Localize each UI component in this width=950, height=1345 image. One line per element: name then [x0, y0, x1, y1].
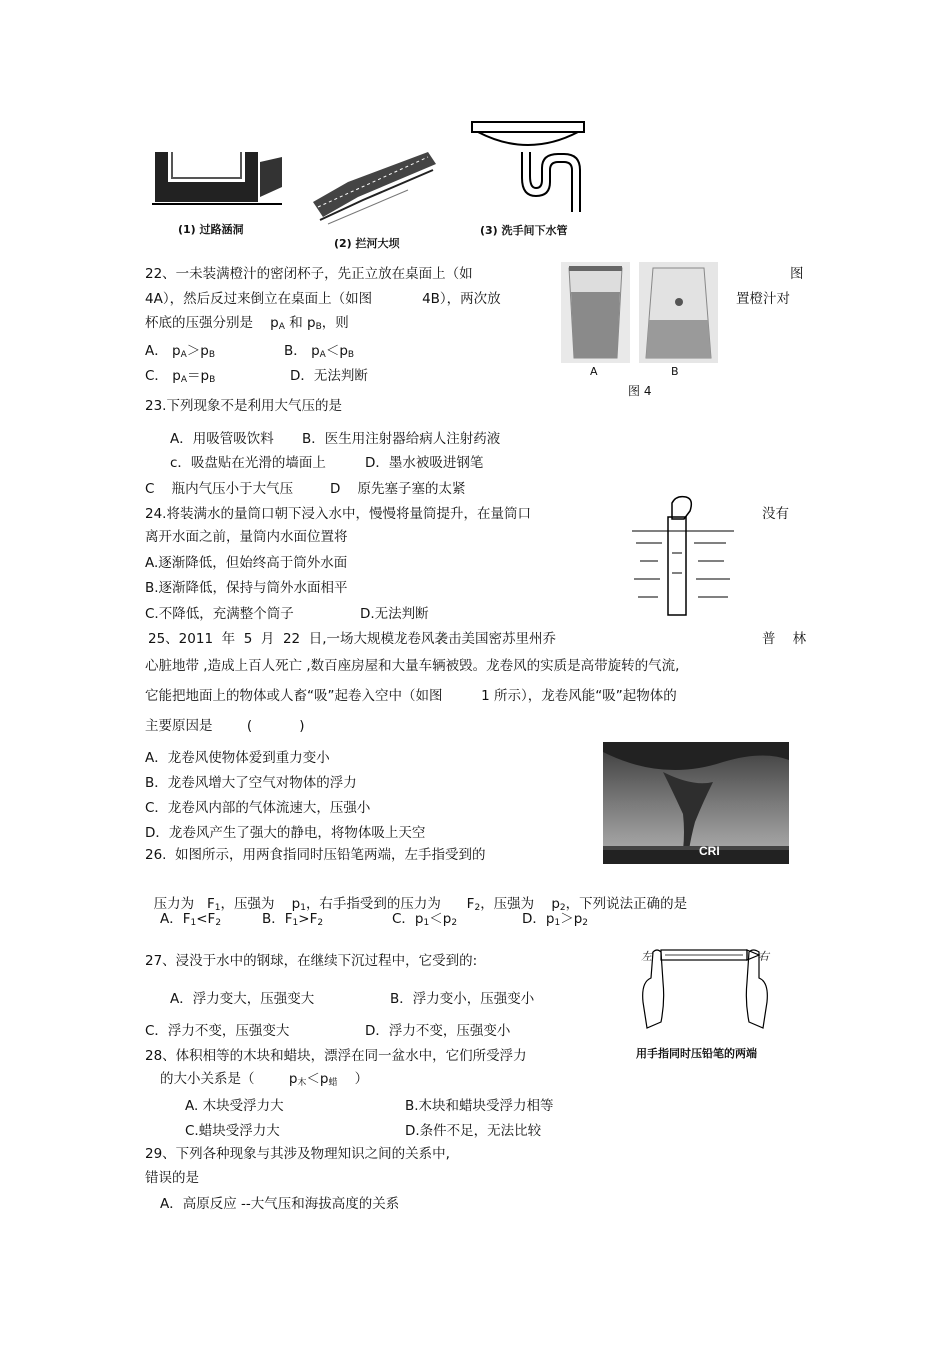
q22-line2-end: 置橙汁对 [736, 291, 790, 307]
q25-line4: 主要原因是 ( ) [145, 718, 305, 734]
q28-line1: 28、体积相等的木块和蜡块，漂浮在同一盆水中，它们所受浮力 [145, 1048, 527, 1064]
culvert-figure [150, 142, 285, 212]
q27-option-c[interactable]: C．浮力不变，压强变大 [145, 1023, 290, 1039]
q23-extra-c: C 瓶内气压小于大气压 [145, 481, 294, 497]
q26-option-a[interactable]: A．$F_1<F_2$ [160, 911, 222, 928]
q24-option-c[interactable]: C.不降低，充满整个筒子 [145, 606, 294, 622]
q27-option-a[interactable]: A．浮力变大，压强变大 [170, 991, 315, 1007]
q22-option-b[interactable]: B． $p_A<p_B$ [284, 343, 355, 360]
q29-line2: 错误的是 [145, 1170, 199, 1186]
q25-line2: 心脏地带 ,造成上百人死亡 ,数百座房屋和大量车辆被毁。龙卷风的实质是高带旋转的气流, [145, 658, 680, 674]
q23-stem: 23.下列现象不是利用大气压的是 [145, 398, 342, 414]
q26-line2: 压力为 $F_1$，压强为 $p_1$，右手指受到的压力为 $F_2$，压强为 $p_2$，下列说法正确的是 [153, 896, 688, 913]
q22-line2: 4A），然后反过来倒立在桌面上（如图 4B），两次放 [145, 291, 501, 307]
q28-option-a[interactable]: A. 木块受浮力大 [185, 1098, 284, 1114]
q24-line1-end: 没有 [762, 506, 789, 522]
q28-option-d[interactable]: D.条件不足，无法比较 [405, 1123, 542, 1139]
q22-option-d[interactable]: D．无法判断 [290, 368, 368, 384]
pencil-fingers-figure [635, 942, 775, 1042]
graduated-cylinder-figure [628, 493, 738, 618]
q25-option-c[interactable]: C．龙卷风内部的气体流速大，压强小 [145, 800, 371, 816]
q28-line2: 的大小关系是（ $p_木<p_蜡$ ） [160, 1071, 369, 1088]
figure-caption-2: (2) 拦河大坝 [334, 237, 400, 250]
cri-logo: CRI [699, 844, 720, 858]
q23-option-b[interactable]: B．医生用注射器给病人注射药液 [302, 431, 501, 447]
q26-option-d[interactable]: D．$p_1>p_2$ [522, 911, 589, 928]
q26-option-c[interactable]: C．$p_1<p_2$ [392, 911, 458, 928]
q27-stem: 27、浸没于水中的钢球，在继续下沉过程中，它受到的: [145, 953, 478, 969]
q24-option-b[interactable]: B.逐渐降低，保持与筒外水面相平 [145, 580, 348, 596]
dam-figure [308, 142, 438, 230]
q22-option-a[interactable]: A． $p_A>p_B$ [145, 343, 216, 360]
sink-drain-figure [468, 118, 588, 216]
q25-option-b[interactable]: B．龙卷风增大了空气对物体的浮力 [145, 775, 357, 791]
q22-line1: 22、一未装满橙汁的密闭杯子，先正立放在桌面上（如 [145, 266, 473, 282]
q29-line1: 29、下列各种现象与其涉及物理知识之间的关系中, [145, 1146, 450, 1162]
q23-option-c[interactable]: c．吸盘贴在光滑的墙面上 [170, 455, 326, 471]
q24-line1: 24.将装满水的量筒口朝下浸入水中，慢慢将量筒提升，在量筒口 [145, 506, 531, 522]
q25-line1: 25、2011 年 5 月 22 日,一场大规模龙卷风袭击美国密苏里州乔 [148, 631, 557, 647]
figure-4-caption: 图 4 [628, 384, 652, 398]
q29-option-a[interactable]: A．高原反应 --大气压和海拔高度的关系 [160, 1196, 400, 1212]
q24-option-a[interactable]: A.逐渐降低，但始终高于筒外水面 [145, 555, 348, 571]
figure-caption-1: (1) 过路涵洞 [178, 223, 244, 236]
pencil-left-label: 左 [641, 950, 652, 963]
cup-upright-photo [561, 262, 630, 363]
q22-option-c[interactable]: C． $p_A=p_B$ [145, 368, 216, 385]
q22-line1-end: 图 [790, 266, 804, 282]
cup-label-b: B [671, 365, 679, 378]
pencil-figure-caption: 用手指同时压铅笔的两端 [636, 1047, 757, 1060]
q25-line1-end: 普 林 [762, 631, 807, 647]
q28-option-c[interactable]: C.蜡块受浮力大 [185, 1123, 280, 1139]
pencil-right-label: 右 [758, 950, 769, 963]
tornado-photo [603, 742, 789, 864]
q25-line3: 它能把地面上的物体或人畜“吸”起卷入空中（如图 1 所示），龙卷风能“吸”起物体的 [145, 688, 677, 704]
q26-option-b[interactable]: B．$F_1>F_2$ [262, 911, 324, 928]
q23-extra-d: D 原先塞子塞的太紧 [330, 481, 466, 497]
cup-label-a: A [590, 365, 598, 378]
figure-caption-3: (3) 洗手间下水管 [480, 224, 568, 237]
q23-option-d[interactable]: D．墨水被吸进钢笔 [365, 455, 484, 471]
q27-option-b[interactable]: B．浮力变小，压强变小 [390, 991, 535, 1007]
q24-option-d[interactable]: D.无法判断 [360, 606, 429, 622]
q28-option-b[interactable]: B.木块和蜡块受浮力相等 [405, 1098, 554, 1114]
q27-option-d[interactable]: D．浮力不变，压强变小 [365, 1023, 511, 1039]
q22-line3: 杯底的压强分别是 $p_A$ 和 $p_B$，则 [145, 315, 349, 332]
q25-option-d[interactable]: D．龙卷风产生了强大的静电，将物体吸上天空 [145, 825, 426, 841]
q24-line2: 离开水面之前，量筒内水面位置将 [145, 529, 348, 545]
cup-inverted-photo [639, 262, 718, 363]
q23-option-a[interactable]: A．用吸管吸饮料 [170, 431, 274, 447]
q26-line1: 26. 如图所示，用两食指同时压铅笔两端，左手指受到的 [145, 847, 486, 863]
q25-option-a[interactable]: A．龙卷风使物体爱到重力变小 [145, 750, 330, 766]
